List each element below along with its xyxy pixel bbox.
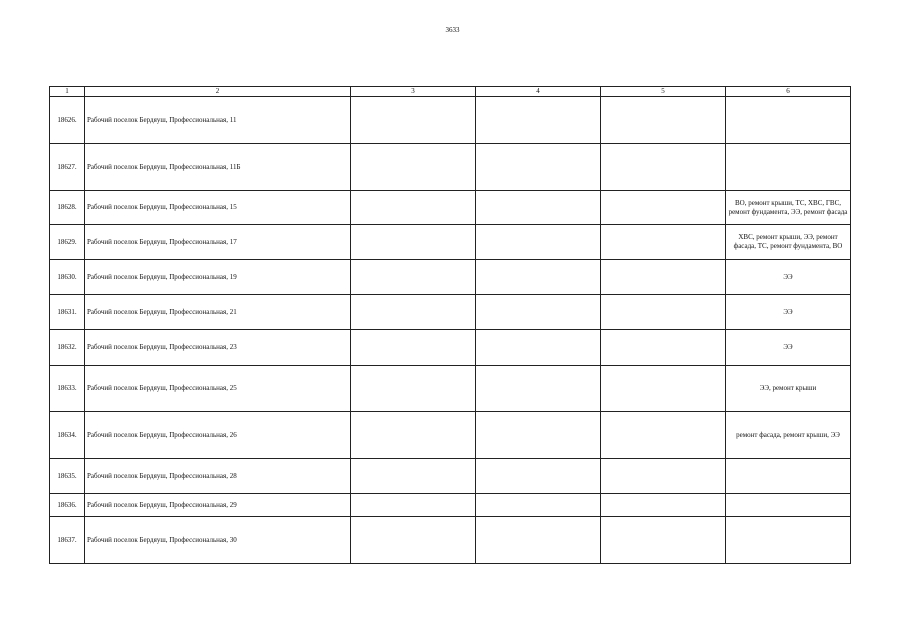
row-cell-3 xyxy=(351,330,476,366)
row-works xyxy=(726,494,851,517)
row-cell-4 xyxy=(476,260,601,295)
row-address: Рабочий поселок Бердяуш, Профессиональная, 26 xyxy=(85,412,351,459)
row-address: Рабочий поселок Бердяуш, Профессиональная, 11Б xyxy=(85,144,351,191)
row-cell-4 xyxy=(476,517,601,564)
column-header: 5 xyxy=(601,87,726,97)
row-cell-5 xyxy=(601,225,726,260)
row-cell-5 xyxy=(601,330,726,366)
row-cell-3 xyxy=(351,144,476,191)
row-works: ЭЭ, ремонт крыши xyxy=(726,366,851,412)
row-cell-5 xyxy=(601,97,726,144)
table-row xyxy=(50,517,851,564)
row-number: 18631. xyxy=(50,295,85,330)
row-cell-3 xyxy=(351,191,476,225)
row-cell-3 xyxy=(351,97,476,144)
row-cell-4 xyxy=(476,191,601,225)
table-row xyxy=(50,459,851,494)
row-cell-5 xyxy=(601,260,726,295)
table-row xyxy=(50,330,851,366)
row-cell-5 xyxy=(601,144,726,191)
row-cell-3 xyxy=(351,366,476,412)
column-header: 3 xyxy=(351,87,476,97)
row-address: Рабочий поселок Бердяуш, Профессиональная, 29 xyxy=(85,494,351,517)
row-works: ремонт фасада, ремонт крыши, ЭЭ xyxy=(726,412,851,459)
table-row xyxy=(50,412,851,459)
row-number: 18630. xyxy=(50,260,85,295)
column-header: 6 xyxy=(726,87,851,97)
row-address: Рабочий поселок Бердяуш, Профессиональная, 30 xyxy=(85,517,351,564)
table-row xyxy=(50,494,851,517)
row-number: 18633. xyxy=(50,366,85,412)
table-row xyxy=(50,366,851,412)
row-number: 18635. xyxy=(50,459,85,494)
row-number: 18627. xyxy=(50,144,85,191)
row-cell-5 xyxy=(601,191,726,225)
row-cell-3 xyxy=(351,494,476,517)
row-cell-3 xyxy=(351,260,476,295)
row-address: Рабочий поселок Бердяуш, Профессиональная, 19 xyxy=(85,260,351,295)
row-cell-4 xyxy=(476,225,601,260)
table-row xyxy=(50,191,851,225)
row-cell-5 xyxy=(601,459,726,494)
row-works: ВО, ремонт крыши, ТС, ХВС, ГВС, ремонт фундамента, ЭЭ, ремонт фасада xyxy=(726,191,851,225)
row-address: Рабочий поселок Бердяуш, Профессиональная, 21 xyxy=(85,295,351,330)
row-cell-4 xyxy=(476,366,601,412)
row-works xyxy=(726,459,851,494)
row-works xyxy=(726,517,851,564)
table-row xyxy=(50,144,851,191)
row-cell-4 xyxy=(476,97,601,144)
row-cell-4 xyxy=(476,330,601,366)
row-cell-3 xyxy=(351,459,476,494)
row-cell-3 xyxy=(351,412,476,459)
row-cell-4 xyxy=(476,295,601,330)
row-number: 18634. xyxy=(50,412,85,459)
column-header: 1 xyxy=(50,87,85,97)
row-cell-3 xyxy=(351,225,476,260)
row-address: Рабочий поселок Бердяуш, Профессиональная, 17 xyxy=(85,225,351,260)
row-works: ЭЭ xyxy=(726,295,851,330)
row-cell-5 xyxy=(601,295,726,330)
row-cell-4 xyxy=(476,144,601,191)
row-number: 18632. xyxy=(50,330,85,366)
row-cell-4 xyxy=(476,412,601,459)
row-address: Рабочий поселок Бердяуш, Профессиональная, 25 xyxy=(85,366,351,412)
table-row xyxy=(50,295,851,330)
row-address: Рабочий поселок Бердяуш, Профессиональная, 11 xyxy=(85,97,351,144)
row-cell-5 xyxy=(601,366,726,412)
row-number: 18629. xyxy=(50,225,85,260)
column-header: 4 xyxy=(476,87,601,97)
row-cell-4 xyxy=(476,494,601,517)
table-row xyxy=(50,97,851,144)
row-works: ХВС, ремонт крыши, ЭЭ, ремонт фасада, ТС, ремонт фундамента, ВО xyxy=(726,225,851,260)
table-row xyxy=(50,225,851,260)
row-number: 18636. xyxy=(50,494,85,517)
row-works xyxy=(726,144,851,191)
page-number: 3633 xyxy=(445,26,460,34)
works-table xyxy=(49,86,851,564)
table-header-row xyxy=(50,87,851,97)
row-cell-5 xyxy=(601,412,726,459)
column-header: 2 xyxy=(85,87,351,97)
row-number: 18626. xyxy=(50,97,85,144)
row-number: 18637. xyxy=(50,517,85,564)
row-number: 18628. xyxy=(50,191,85,225)
row-cell-5 xyxy=(601,517,726,564)
row-cell-4 xyxy=(476,459,601,494)
row-cell-5 xyxy=(601,494,726,517)
row-address: Рабочий поселок Бердяуш, Профессиональная, 15 xyxy=(85,191,351,225)
row-address: Рабочий поселок Бердяуш, Профессиональная, 28 xyxy=(85,459,351,494)
row-works xyxy=(726,97,851,144)
table-row xyxy=(50,260,851,295)
row-works: ЭЭ xyxy=(726,260,851,295)
row-address: Рабочий поселок Бердяуш, Профессиональная, 23 xyxy=(85,330,351,366)
row-cell-3 xyxy=(351,295,476,330)
row-works: ЭЭ xyxy=(726,330,851,366)
row-cell-3 xyxy=(351,517,476,564)
